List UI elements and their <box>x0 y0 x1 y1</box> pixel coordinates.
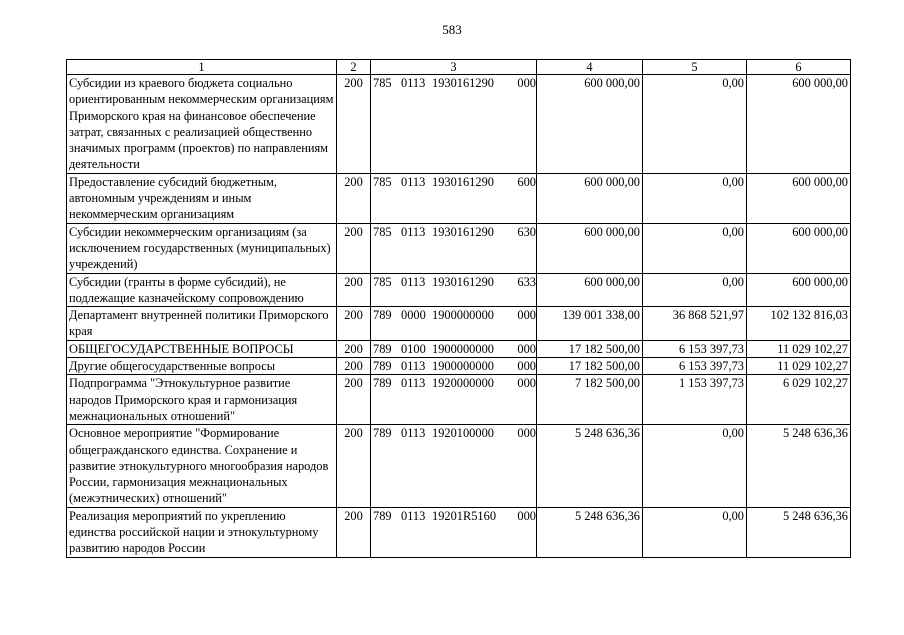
table-row <box>67 358 851 375</box>
row-code-cell <box>371 425 537 507</box>
code-expense-type: 600 <box>517 174 536 189</box>
row-col6-cell: 11 029 102,27 <box>747 358 851 375</box>
row-col4-cell: 17 182 500,00 <box>537 358 643 375</box>
row-col4-cell: 17 182 500,00 <box>537 340 643 357</box>
code-section: 0113 <box>401 426 426 441</box>
row-code-cell <box>371 75 537 174</box>
row-code-cell <box>371 223 537 273</box>
table-row <box>67 425 851 507</box>
row-col2-cell: 200 <box>337 358 371 375</box>
code-target: 1900000000 <box>432 341 494 356</box>
code-admin: 789 <box>373 308 392 323</box>
table-row <box>67 223 851 273</box>
header-cell: 1 <box>67 60 337 75</box>
row-name-cell: Субсидии из краевого бюджета социально ориентированным некоммерческим организациям Приморского края на финансовое обеспечение затрат, связанных с реализацией общественно значимых программ (проектов) по направлениям деятельности <box>67 75 337 174</box>
row-col6-cell: 6 029 102,27 <box>747 375 851 425</box>
code-target: 1930161290 <box>432 76 494 90</box>
row-name-cell: Подпрограмма "Этнокультурное развитие народов Приморского края и гармонизация межнациональных отношений" <box>67 375 337 425</box>
code-target: 1900000000 <box>432 359 494 374</box>
row-name-cell: Департамент внутренней политики Приморского края <box>67 307 337 341</box>
row-col2-cell: 200 <box>337 173 371 223</box>
code-admin: 785 <box>373 174 392 189</box>
code-expense-type: 000 <box>517 76 536 90</box>
code-expense-type: 000 <box>517 341 536 356</box>
code-expense-type: 000 <box>517 308 536 323</box>
row-col6-cell: 600 000,00 <box>747 75 851 174</box>
row-col4-cell: 5 248 636,36 <box>537 507 643 557</box>
row-col6-cell: 11 029 102,27 <box>747 340 851 357</box>
code-expense-type: 000 <box>517 426 536 441</box>
row-col4-cell: 7 182 500,00 <box>537 375 643 425</box>
row-col6-cell: 5 248 636,36 <box>747 425 851 507</box>
code-section: 0113 <box>401 359 426 374</box>
row-code-cell <box>371 273 537 307</box>
row-name-cell: Основное мероприятие "Формирование общегражданского единства. Сохранение и развитие этнокультурного многообразия народов России, гармонизация межнациональных (межэтнических) отношений" <box>67 425 337 507</box>
code-section: 0000 <box>401 308 426 323</box>
header-cell: 5 <box>643 60 747 75</box>
code-section: 0113 <box>401 76 426 90</box>
row-col2-cell: 200 <box>337 375 371 425</box>
row-col6-cell: 600 000,00 <box>747 173 851 223</box>
code-admin: 789 <box>373 359 392 374</box>
row-code-cell <box>371 358 537 375</box>
row-col5-cell: 0,00 <box>643 425 747 507</box>
code-admin: 785 <box>373 224 392 239</box>
code-target: 1920000000 <box>432 376 494 391</box>
table-row <box>67 507 851 557</box>
row-code-cell <box>371 375 537 425</box>
table-row <box>67 307 851 341</box>
code-admin: 789 <box>373 426 392 441</box>
row-col5-cell: 6 153 397,73 <box>643 340 747 357</box>
code-admin: 789 <box>373 341 392 356</box>
budget-table <box>66 59 851 558</box>
code-expense-type: 630 <box>517 224 536 239</box>
row-col2-cell: 200 <box>337 507 371 557</box>
row-col4-cell: 600 000,00 <box>537 173 643 223</box>
code-target: 1930161290 <box>432 174 494 189</box>
row-col4-cell: 600 000,00 <box>537 75 643 174</box>
row-name-cell: Предоставление субсидий бюджетным, автономным учреждениям и иным некоммерческим организациям <box>67 173 337 223</box>
row-name-cell: Другие общегосударственные вопросы <box>67 358 337 375</box>
header-cell: 2 <box>337 60 371 75</box>
row-col5-cell: 0,00 <box>643 75 747 174</box>
code-target: 1920100000 <box>432 426 494 441</box>
row-col5-cell: 6 153 397,73 <box>643 358 747 375</box>
row-code-cell <box>371 340 537 357</box>
row-code-cell <box>371 307 537 341</box>
header-cell: 4 <box>537 60 643 75</box>
code-target: 1900000000 <box>432 308 494 323</box>
row-col2-cell: 200 <box>337 340 371 357</box>
code-admin: 785 <box>373 274 392 289</box>
code-expense-type: 000 <box>517 508 536 523</box>
row-name-cell: Субсидии некоммерческим организациям (за исключением государственных (муниципальных) учреждений) <box>67 223 337 273</box>
row-col4-cell: 5 248 636,36 <box>537 425 643 507</box>
row-col6-cell: 102 132 816,03 <box>747 307 851 341</box>
row-name-cell: ОБЩЕГОСУДАРСТВЕННЫЕ ВОПРОСЫ <box>67 340 337 357</box>
table-row <box>67 173 851 223</box>
row-code-cell <box>371 173 537 223</box>
code-section: 0113 <box>401 274 426 289</box>
code-target: 1930161290 <box>432 274 494 289</box>
row-col6-cell: 600 000,00 <box>747 223 851 273</box>
row-col2-cell: 200 <box>337 223 371 273</box>
code-expense-type: 000 <box>517 359 536 374</box>
code-admin: 789 <box>373 376 392 391</box>
row-col4-cell: 600 000,00 <box>537 273 643 307</box>
row-col2-cell: 200 <box>337 307 371 341</box>
row-col6-cell: 600 000,00 <box>747 273 851 307</box>
row-col5-cell: 1 153 397,73 <box>643 375 747 425</box>
table-row <box>67 75 851 174</box>
row-col5-cell: 0,00 <box>643 273 747 307</box>
row-name-cell: Субсидии (гранты в форме субсидий), не подлежащие казначейскому сопровождению <box>67 273 337 307</box>
row-col5-cell: 36 868 521,97 <box>643 307 747 341</box>
header-row <box>67 60 851 75</box>
table-row <box>67 375 851 425</box>
code-section: 0113 <box>401 376 426 391</box>
row-col2-cell: 200 <box>337 75 371 174</box>
code-admin: 785 <box>373 76 392 90</box>
row-col2-cell: 200 <box>337 273 371 307</box>
row-col5-cell: 0,00 <box>643 173 747 223</box>
code-section: 0113 <box>401 174 426 189</box>
code-expense-type: 633 <box>517 274 536 289</box>
code-section: 0113 <box>401 224 426 239</box>
page-number: 583 <box>442 22 462 37</box>
row-col5-cell: 0,00 <box>643 223 747 273</box>
row-col4-cell: 600 000,00 <box>537 223 643 273</box>
row-name-cell: Реализация мероприятий по укреплению единства российской нации и этнокультурному развитию народов России <box>67 507 337 557</box>
table-row <box>67 273 851 307</box>
code-target: 1930161290 <box>432 224 494 239</box>
header-cell: 3 <box>371 60 537 75</box>
row-col6-cell: 5 248 636,36 <box>747 507 851 557</box>
header-cell: 6 <box>747 60 851 75</box>
row-col2-cell: 200 <box>337 425 371 507</box>
code-section: 0113 <box>401 508 426 523</box>
code-admin: 789 <box>373 508 392 523</box>
table-row <box>67 340 851 357</box>
code-target: 19201R5160 <box>432 508 497 523</box>
code-expense-type: 000 <box>517 376 536 391</box>
row-col4-cell: 139 001 338,00 <box>537 307 643 341</box>
row-col5-cell: 0,00 <box>643 507 747 557</box>
row-code-cell <box>371 507 537 557</box>
code-section: 0100 <box>401 341 426 356</box>
